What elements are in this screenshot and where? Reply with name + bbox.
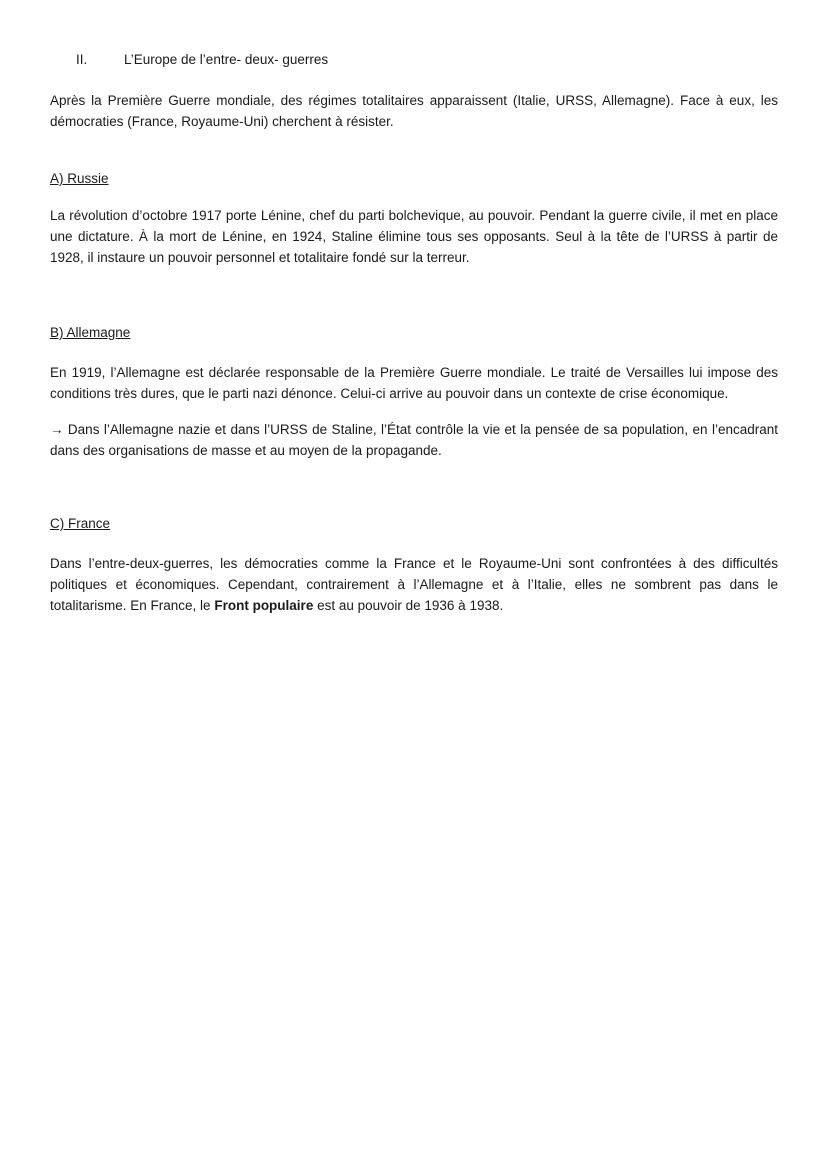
section-title-france: C) France — [50, 516, 111, 531]
chapter-number: II. — [76, 52, 88, 67]
france-text-end: est au pouvoir de 1936 à 1938. — [313, 598, 504, 613]
section-paragraph-france — [50, 553, 778, 616]
section-conclusion-allemagne: → Dans l’Allemagne nazie et dans l’URSS de Staline, l’État contrôle la vie et la pensée de sa population, en l’encadrant dans des organisations de masse et au moyen de la propagande. — [50, 422, 778, 458]
chapter-heading — [76, 52, 328, 67]
section-paragraph-russie: La révolution d’octobre 1917 porte Lénine, chef du parti bolchevique, au pouvoir. Pendant la guerre civile, il met en place une dictature. À la mort de Lénine, en 1924, Staline élimine tous ses opposants. Seul à la tête de l’URSS à partir de 1928, il instaure un pouvoir personnel et totalitaire fondé sur la terreur. — [50, 208, 778, 265]
chapter-title: L’Europe de l’entre- deux- guerres — [124, 52, 329, 67]
section-title-allemagne: B) Allemagne — [50, 325, 131, 340]
france-text-start: Dans l’entre-deux-guerres, les démocraties comme la France et le Royaume-Uni sont confrontées à des difficultés politiques et économiques. Cependant, contrairement à l’Allemagne et à l’Italie, elles ne sombrent pas dans le totalitarisme. En France, le — [50, 556, 778, 613]
front-populaire-bold: Front populaire — [214, 598, 314, 613]
section-title-russie: A) Russie — [50, 171, 109, 186]
intro-paragraph: Après la Première Guerre mondiale, des régimes totalitaires apparaissent (Italie, URSS, Allemagne). Face à eux, les démocraties (France, Royaume-Uni) cherchent à résister. — [50, 93, 778, 129]
section-paragraph-allemagne: En 1919, l’Allemagne est déclarée responsable de la Première Guerre mondiale. Le traité de Versailles lui impose des conditions très dures, que le parti nazi dénonce. Celui-ci arrive au pouvoir dans un contexte de crise économique. — [50, 365, 778, 401]
